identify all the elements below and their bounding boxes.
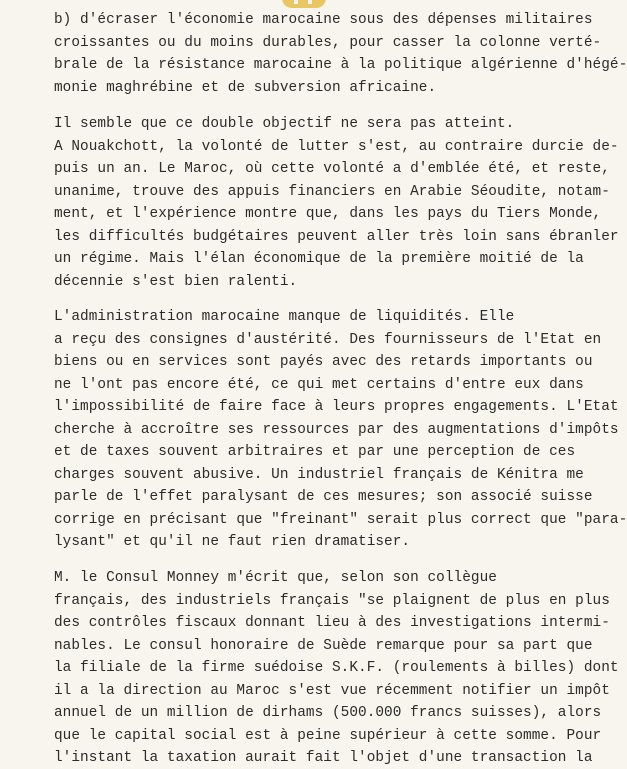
text-line: annuel de un million de dirhams (500.000 francs suisses), alors [54, 705, 602, 721]
text-line: charges souvent abusive. Un industriel français de Kénitra me [54, 467, 584, 483]
text-line: l'impossibilité de faire face à leurs propres engagements. L'Etat [54, 399, 619, 415]
text-line: des contrôles fiscaux donnant lieu à des investigations intermi- [54, 615, 610, 631]
text-line: la filiale de la firme suédoise S.K.F. (roulements à billes) dont [54, 660, 619, 676]
text-line: les difficultés budgétaires peuvent aller très loin sans ébranler [54, 229, 619, 245]
text-line: il a la direction au Maroc s'est vue récemment notifier un impôt [54, 683, 610, 699]
text-line: français, des industriels français "se plaignent de plus en plus [54, 593, 610, 609]
text-line: puis un an. Le Maroc, où cette volonté a d'emblée été, et reste, [54, 161, 610, 177]
text-line: que le capital social est à peine supérieur à cette somme. Pour [54, 728, 602, 744]
text-line: parle de l'effet paralysant de ces mesures; son associé suisse [54, 489, 593, 505]
text-line: Il semble que ce double objectif ne sera pas atteint. [54, 116, 515, 132]
text-line: l'instant la taxation aurait fait l'objet d'une transaction la [54, 750, 593, 766]
text-line: unanime, trouve des appuis financiers en Arabie Séoudite, notam- [54, 184, 610, 200]
text-line: ne l'ont pas encore été, ce qui met certains d'entre eux dans [54, 377, 584, 393]
text-line: nables. Le consul honoraire de Suède remarque pour sa part que [54, 638, 593, 654]
text-line: croissantes ou du moins durables, pour casser la colonne verté- [54, 35, 602, 51]
paper-clip-icon [282, 0, 326, 8]
text-line: ment, et l'expérience montre que, dans les pays du Tiers Monde, [54, 206, 602, 222]
text-line: a reçu des consignes d'austérité. Des fournisseurs de l'Etat en [54, 332, 602, 348]
text-line: décennie s'est bien ralenti. [54, 274, 298, 290]
text-line: L'administration marocaine manque de liquidités. Elle [54, 309, 515, 325]
text-line: biens ou en services sont payés avec des retards importants ou [54, 354, 593, 370]
text-line: monie maghrébine et de subversion africaine. [54, 80, 437, 96]
text-line: un régime. Mais l'élan économique de la première moitié de la [54, 251, 584, 267]
text-line: cherche à accroître ses ressources par des augmentations d'impôts [54, 422, 619, 438]
text-line: A Nouakchott, la volonté de lutter s'est, au contraire durcie de- [54, 139, 619, 155]
text-line: brale de la résistance marocaine à la politique algérienne d'hégé- [54, 57, 627, 73]
text-line: b) d'écraser l'économie marocaine sous des dépenses militaires [54, 12, 593, 28]
text-line: M. le Consul Monney m'écrit que, selon son collègue [54, 570, 497, 586]
text-line: et de taxes souvent arbitraires et par une perception de ces [54, 444, 576, 460]
text-line: lysant" et qu'il ne faut rien dramatiser. [54, 534, 411, 550]
text-line: corrige en précisant que "freinant" serait plus correct que "para- [54, 512, 627, 528]
